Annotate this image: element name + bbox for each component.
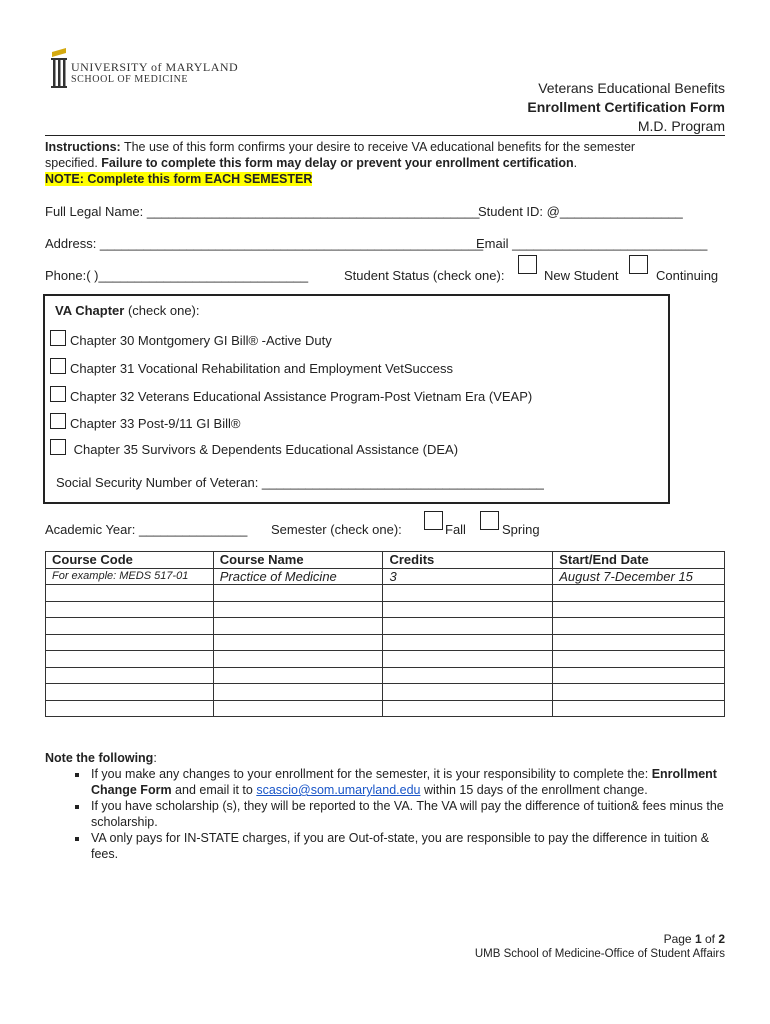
continuing-checkbox[interactable] <box>629 255 648 276</box>
column-start-end-date: Start/End Date <box>553 552 725 569</box>
new-student-checkbox[interactable] <box>518 255 537 276</box>
chapter-35-label: Chapter 35 Survivors & Dependents Educational Assistance (DEA) <box>70 442 459 457</box>
table-row-example <box>46 568 725 585</box>
student-id-field[interactable]: Student ID: @_________________ <box>478 204 683 219</box>
new-student-label: New Student <box>544 268 619 283</box>
instructions-text: The use of this form confirms your desire to receive VA educational benefits for the semester <box>120 140 636 154</box>
course-table <box>45 551 725 717</box>
table-row[interactable] <box>46 651 725 668</box>
table-cell[interactable] <box>383 618 553 635</box>
example-course-code: For example: MEDS 517-01 <box>46 568 214 585</box>
instructions-period: . <box>573 156 578 170</box>
table-row[interactable] <box>46 667 725 684</box>
table-cell[interactable] <box>213 601 383 618</box>
table-row[interactable] <box>46 700 725 717</box>
column-course-name: Course Name <box>213 552 383 569</box>
full-name-field[interactable]: Full Legal Name: ______________________________________________ <box>45 204 480 219</box>
table-cell[interactable] <box>383 684 553 701</box>
list-item <box>89 798 725 830</box>
chapter-31-option[interactable] <box>50 358 453 376</box>
note-2-text: If you have scholarship (s), they will be reported to the VA. The VA will pay the difference of tuition& fees minus the scholarship. <box>91 799 724 829</box>
table-cell[interactable] <box>46 585 214 602</box>
table-cell[interactable] <box>553 651 725 668</box>
table-cell[interactable] <box>383 651 553 668</box>
fall-checkbox[interactable] <box>424 511 443 532</box>
table-cell[interactable] <box>213 618 383 635</box>
instructions-text-2: specified. <box>45 156 102 170</box>
column-credits: Credits <box>383 552 553 569</box>
address-field[interactable]: Address: _____________________________________________________ <box>45 236 484 251</box>
form-title: Enrollment Certification Form <box>527 99 725 115</box>
notes-list <box>45 766 725 862</box>
table-cell[interactable] <box>383 634 553 651</box>
chapter-31-checkbox[interactable] <box>50 358 66 374</box>
instructions-line-2 <box>45 156 577 170</box>
table-cell[interactable] <box>553 667 725 684</box>
page-total: 2 <box>718 932 725 946</box>
email-link[interactable]: scascio@som.umaryland.edu <box>256 783 421 797</box>
table-cell[interactable] <box>553 601 725 618</box>
table-cell[interactable] <box>383 601 553 618</box>
notes-section <box>45 750 725 862</box>
table-cell[interactable] <box>46 618 214 635</box>
va-chapter-title: VA Chapter <box>55 303 125 318</box>
instructions-note-line <box>45 172 312 186</box>
page-of: of <box>701 932 719 946</box>
notes-title: Note the following <box>45 751 154 765</box>
chapter-35-checkbox[interactable] <box>50 439 66 455</box>
table-cell[interactable] <box>383 585 553 602</box>
note-1-text: If you make any changes to your enrollment for the semester, it is your responsibility to complete the: <box>91 767 652 781</box>
chapter-33-checkbox[interactable] <box>50 413 66 429</box>
table-cell[interactable] <box>46 667 214 684</box>
table-cell[interactable] <box>46 700 214 717</box>
continuing-label: Continuing <box>656 268 719 283</box>
table-cell[interactable] <box>553 618 725 635</box>
example-course-name: Practice of Medicine <box>213 568 383 585</box>
table-row[interactable] <box>46 618 725 635</box>
semester-note: NOTE: Complete this form EACH SEMESTER <box>45 172 313 186</box>
table-cell[interactable] <box>213 634 383 651</box>
notes-colon: : <box>153 751 157 765</box>
chapter-33-label: Chapter 33 Post-9/11 GI Bill® <box>70 416 241 431</box>
table-row[interactable] <box>46 684 725 701</box>
table-cell[interactable] <box>46 634 214 651</box>
table-row[interactable] <box>46 601 725 618</box>
chapter-33-option[interactable] <box>50 413 240 431</box>
footer-office: UMB School of Medicine-Office of Student Affairs <box>474 948 725 960</box>
notes-heading <box>45 750 725 766</box>
chapter-30-checkbox[interactable] <box>50 330 66 346</box>
table-cell[interactable] <box>213 684 383 701</box>
instructions-line-1 <box>45 140 635 154</box>
chapter-32-option[interactable] <box>50 386 532 404</box>
chapter-30-option[interactable] <box>50 330 332 348</box>
table-cell[interactable] <box>213 585 383 602</box>
enrollment-change-form-label: Enrollment Change Form <box>91 767 717 797</box>
table-cell[interactable] <box>553 634 725 651</box>
chapter-31-label: Chapter 31 Vocational Rehabilitation and Employment VetSuccess <box>70 361 454 376</box>
chapter-30-label: Chapter 30 Montgomery GI Bill® -Active Duty <box>70 333 332 348</box>
table-row[interactable] <box>46 585 725 602</box>
table-cell[interactable] <box>553 684 725 701</box>
academic-year-field[interactable]: Academic Year: _______________ <box>45 522 248 537</box>
email-field[interactable]: Email ___________________________ <box>476 236 708 251</box>
table-cell[interactable] <box>553 700 725 717</box>
chapter-35-option[interactable] <box>50 439 458 457</box>
list-item <box>89 766 725 798</box>
form-subtitle: Veterans Educational Benefits <box>538 80 725 96</box>
table-header-row <box>46 552 725 569</box>
table-row[interactable] <box>46 634 725 651</box>
semester-label: Semester (check one): <box>271 522 402 537</box>
chapter-32-checkbox[interactable] <box>50 386 66 402</box>
table-cell[interactable] <box>213 651 383 668</box>
student-status-label: Student Status (check one): <box>344 268 505 283</box>
spring-checkbox[interactable] <box>480 511 499 532</box>
table-cell[interactable] <box>46 651 214 668</box>
list-item <box>89 830 725 862</box>
instructions-label: Instructions: <box>45 140 121 154</box>
column-course-code: Course Code <box>46 552 214 569</box>
phone-field[interactable]: Phone:( )_____________________________ <box>45 268 309 283</box>
table-cell[interactable] <box>383 700 553 717</box>
veteran-ssn-field[interactable]: Social Security Number of Veteran: _______________________________________ <box>56 475 544 490</box>
table-cell[interactable] <box>213 667 383 684</box>
table-cell[interactable] <box>553 585 725 602</box>
table-cell[interactable] <box>383 667 553 684</box>
example-credits: 3 <box>383 568 553 585</box>
va-chapter-heading <box>55 303 200 318</box>
header-divider <box>45 135 725 136</box>
page-number <box>664 932 725 946</box>
table-cell[interactable] <box>46 601 214 618</box>
chapter-32-label: Chapter 32 Veterans Educational Assistance Program-Post Vietnam Era (VEAP) <box>70 389 533 404</box>
note-1-text-3: within 15 days of the enrollment change. <box>420 783 648 797</box>
note-3-text: VA only pays for IN-STATE charges, if you are Out-of-state, you are responsible to pay the difference in tuition & fees. <box>91 831 710 861</box>
va-chapter-instruction: (check one): <box>124 303 200 318</box>
fall-label: Fall <box>445 522 466 537</box>
table-cell[interactable] <box>46 684 214 701</box>
logo-school-name: SCHOOL OF MEDICINE <box>71 74 189 85</box>
instructions-warning: Failure to complete this form may delay or prevent your enrollment certification <box>101 156 574 170</box>
university-logo-icon <box>50 48 70 92</box>
spring-label: Spring <box>502 522 540 537</box>
example-dates: August 7-December 15 <box>553 568 725 585</box>
page-prefix: Page <box>663 932 695 946</box>
program-name: M.D. Program <box>637 118 725 134</box>
logo-university-name: UNIVERSITY of MARYLAND <box>71 60 239 74</box>
table-cell[interactable] <box>213 700 383 717</box>
note-1-text-2: and email it to <box>171 783 257 797</box>
page-current: 1 <box>694 932 702 946</box>
